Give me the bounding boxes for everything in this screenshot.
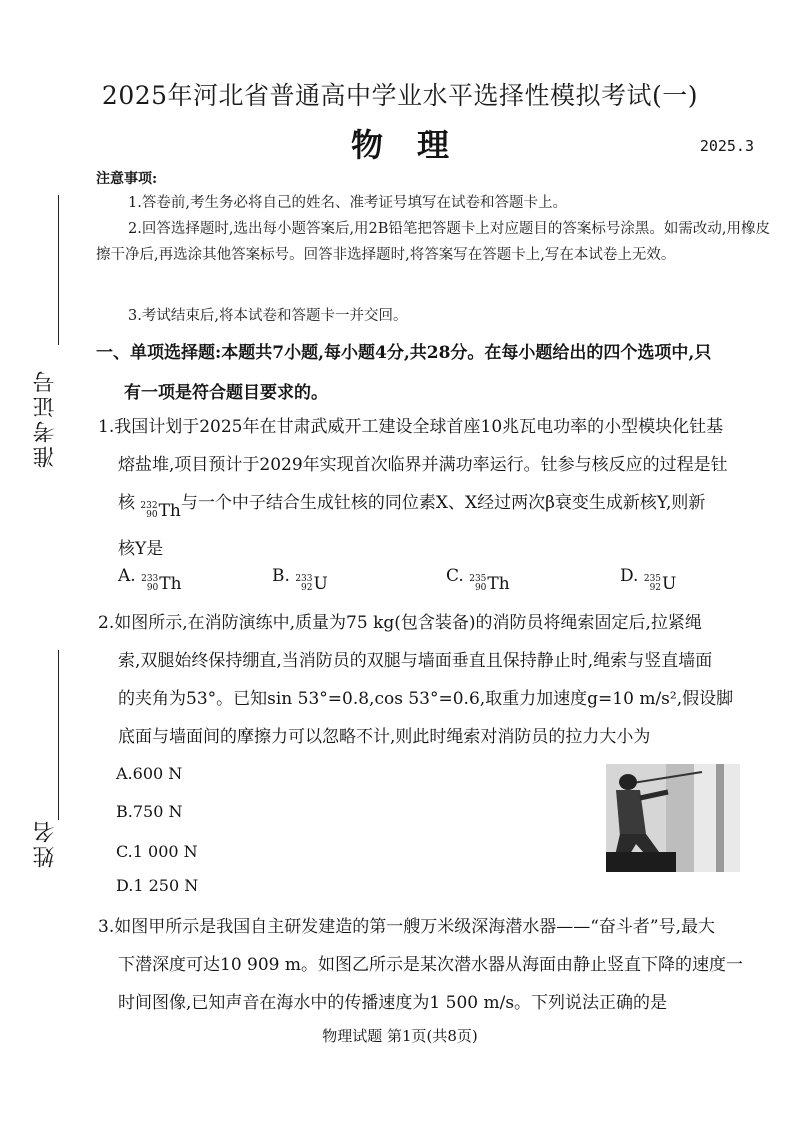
q1-option-b: B. 233 92 U [272, 566, 328, 594]
question-2 [98, 604, 778, 756]
q1-line-2: 熔盐堆,项目预计于2029年实现首次临界并满功率运行。钍参与核反应的过程是钍 [118, 455, 728, 475]
firefighter-photo [606, 764, 740, 872]
section-line-1: 一、单项选择题:本题共7小题,每小题4分,共28分。在每小题给出的四个选项中,只 [96, 343, 712, 363]
notice-title: 注意事项: [96, 171, 158, 187]
q2-line-2: 索,双腿始终保持绷直,当消防员的双腿与墙面垂直且保持静止时,绳索与竖直墙面 [118, 651, 713, 671]
subject-title: 物理 [350, 126, 483, 164]
question-1 [98, 408, 778, 568]
q1-option-c: C. 235 90 Th [446, 566, 510, 594]
name-label: 姓名 [33, 818, 58, 868]
question-number: 1. [98, 417, 115, 437]
q2-line-3: 的夹角为53°。已知sin 53°=0.8,cos 53°=0.6,取重力加速度g=10 m/s²,假设脚 [118, 689, 734, 709]
firefighter-illustration [606, 764, 740, 872]
q2-option-b: B.750 N [116, 802, 183, 821]
section-line-2: 有一项是符合题目要求的。 [124, 383, 328, 403]
notice-item-1: 1.答卷前,考生务必将自己的姓名、准考证号填写在试卷和答题卡上。 [128, 195, 567, 211]
exam-id-line [58, 195, 59, 345]
section-heading [96, 333, 786, 413]
q2-option-d: D.1 250 N [116, 876, 199, 895]
exam-id-label: 准考证号 [33, 368, 58, 468]
q2-option-a: A.600 N [116, 764, 183, 783]
question-number: 3. [98, 917, 115, 937]
q1-line-4: 核Y是 [118, 539, 164, 559]
notice-item-3: 3.考试结束后,将本试卷和答题卡一并交回。 [128, 308, 408, 324]
nuclide-th232: 232 90 Th [140, 501, 181, 521]
q1-line-1: 我国计划于2025年在甘肃武威开工建设全球首座10兆瓦电功率的小型模块化钍基 [114, 417, 724, 437]
exam-date: 2025.3 [699, 137, 754, 155]
q2-line-4: 底面与墙面间的摩擦力可以忽略不计,则此时绳索对消防员的拉力大小为 [118, 727, 651, 747]
q3-line-1: 如图甲所示是我国自主研发建造的第一艘万米级深海潜水器——“奋斗者”号,最大 [114, 917, 716, 937]
question-number: 2. [98, 613, 115, 633]
q3-line-3: 时间图像,已知声音在海水中的传播速度为1 500 m/s。下列说法正确的是 [118, 993, 668, 1013]
q1-option-a: A. 233 90 Th [118, 566, 182, 594]
question-3 [98, 908, 778, 1022]
q1-option-d: D. 235 92 U [620, 566, 677, 594]
q2-option-c: C.1 000 N [116, 842, 198, 861]
q2-line-1: 如图所示,在消防演练中,质量为75 kg(包含装备)的消防员将绳索固定后,拉紧绳 [114, 613, 702, 633]
page-footer: 物理试题 第1页(共8页) [322, 1027, 478, 1045]
notice-item-2: 2.回答选择题时,选出每小题答案后,用2B铅笔把答题卡上对应题目的答案标号涂黑。如需改动,用橡皮擦干净后,再选涂其他答案标号。回答非选择题时,将答案写在答题卡上,写在本试卷上无效。 [96, 221, 771, 263]
q3-line-2: 下潜深度可达10 909 m。如图乙所示是某次潜水器从海面由静止竖直下降的速度一 [118, 955, 744, 975]
exam-title: 2025年河北省普通高中学业水平选择性模拟考试(一) [101, 81, 699, 110]
q1-line-3: 核 232 90 Th 与一个中子结合生成钍核的同位素X、X经过两次β衰变生成新核Y,则新 [98, 484, 778, 530]
name-line [58, 650, 59, 820]
